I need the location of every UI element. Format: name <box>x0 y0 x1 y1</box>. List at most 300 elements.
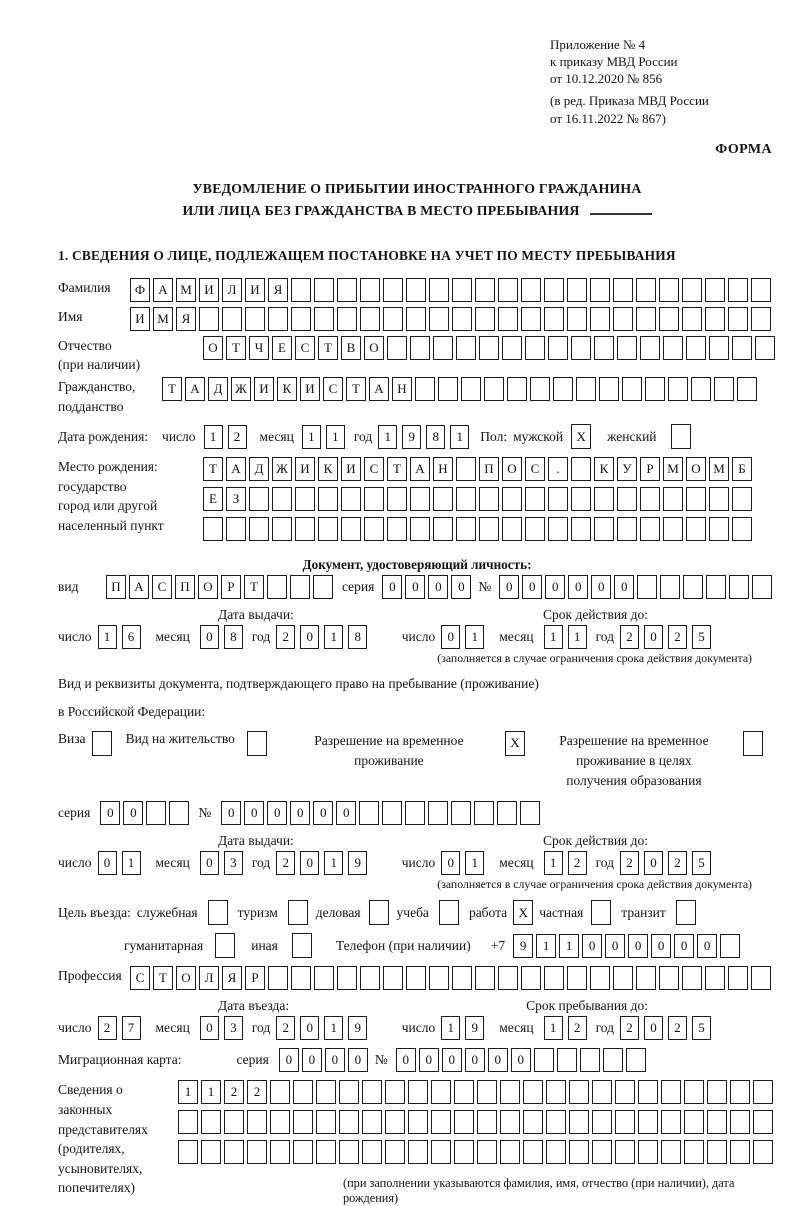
doc-series-input[interactable] <box>382 575 474 599</box>
char-cell[interactable]: Я <box>222 966 242 990</box>
char-cell[interactable] <box>360 278 380 302</box>
char-cell[interactable] <box>410 487 430 511</box>
char-cell[interactable]: Т <box>203 457 223 481</box>
char-cell[interactable]: 0 <box>267 801 287 825</box>
char-cell[interactable] <box>660 575 680 599</box>
char-cell[interactable] <box>753 1110 773 1134</box>
char-cell[interactable]: П <box>175 575 195 599</box>
char-cell[interactable]: О <box>176 966 196 990</box>
char-cell[interactable] <box>544 278 564 302</box>
char-cell[interactable]: И <box>295 457 315 481</box>
char-cell[interactable] <box>592 1140 612 1164</box>
char-cell[interactable]: 0 <box>428 575 448 599</box>
char-cell[interactable] <box>682 278 702 302</box>
char-cell[interactable] <box>732 336 752 360</box>
char-cell[interactable] <box>456 487 476 511</box>
char-cell[interactable] <box>709 487 729 511</box>
char-cell[interactable] <box>178 1140 198 1164</box>
char-cell[interactable]: С <box>130 966 150 990</box>
char-cell[interactable]: Н <box>433 457 453 481</box>
char-cell[interactable] <box>178 1110 198 1134</box>
char-cell[interactable] <box>544 966 564 990</box>
char-cell[interactable]: 0 <box>300 625 319 649</box>
char-cell[interactable]: З <box>226 487 246 511</box>
char-cell[interactable] <box>730 1080 750 1104</box>
char-cell[interactable] <box>475 307 495 331</box>
char-cell[interactable]: Т <box>318 336 338 360</box>
char-cell[interactable]: А <box>185 377 205 401</box>
char-cell[interactable]: 0 <box>605 934 625 958</box>
char-cell[interactable] <box>341 517 361 541</box>
char-cell[interactable] <box>454 1080 474 1104</box>
char-cell[interactable]: 5 <box>692 625 711 649</box>
char-cell[interactable]: Т <box>244 575 264 599</box>
char-cell[interactable]: 1 <box>201 1080 221 1104</box>
doc-issue-day-input[interactable] <box>98 625 146 649</box>
char-cell[interactable] <box>318 487 338 511</box>
char-cell[interactable] <box>534 1048 554 1072</box>
char-cell[interactable] <box>569 1080 589 1104</box>
char-cell[interactable]: 0 <box>279 1048 299 1072</box>
char-cell[interactable] <box>737 377 757 401</box>
char-cell[interactable] <box>222 307 242 331</box>
char-cell[interactable] <box>337 307 357 331</box>
char-cell[interactable] <box>557 1048 577 1072</box>
char-cell[interactable] <box>571 517 591 541</box>
char-cell[interactable]: А <box>153 278 173 302</box>
char-cell[interactable] <box>636 278 656 302</box>
char-cell[interactable] <box>663 336 683 360</box>
char-cell[interactable] <box>498 278 518 302</box>
char-cell[interactable] <box>479 487 499 511</box>
char-cell[interactable] <box>686 517 706 541</box>
char-cell[interactable] <box>341 487 361 511</box>
char-cell[interactable] <box>636 307 656 331</box>
stay-until-year-input[interactable] <box>620 1016 716 1040</box>
char-cell[interactable] <box>546 1080 566 1104</box>
char-cell[interactable]: К <box>277 377 297 401</box>
char-cell[interactable] <box>359 801 379 825</box>
char-cell[interactable] <box>203 517 223 541</box>
char-cell[interactable] <box>592 1080 612 1104</box>
char-cell[interactable]: И <box>341 457 361 481</box>
char-cell[interactable] <box>479 336 499 360</box>
char-cell[interactable]: 0 <box>651 934 671 958</box>
char-cell[interactable] <box>615 1140 635 1164</box>
char-cell[interactable] <box>477 1110 497 1134</box>
char-cell[interactable]: 1 <box>324 1016 343 1040</box>
char-cell[interactable] <box>415 377 435 401</box>
char-cell[interactable] <box>638 1080 658 1104</box>
char-cell[interactable]: О <box>364 336 384 360</box>
char-cell[interactable]: 1 <box>204 425 223 449</box>
char-cell[interactable]: Е <box>203 487 223 511</box>
char-cell[interactable] <box>475 966 495 990</box>
char-cell[interactable] <box>454 1110 474 1134</box>
char-cell[interactable]: Р <box>245 966 265 990</box>
char-cell[interactable]: Ф <box>130 278 150 302</box>
char-cell[interactable] <box>755 336 775 360</box>
char-cell[interactable] <box>475 278 495 302</box>
char-cell[interactable]: И <box>199 278 219 302</box>
char-cell[interactable] <box>291 307 311 331</box>
char-cell[interactable]: 0 <box>545 575 565 599</box>
char-cell[interactable]: С <box>152 575 172 599</box>
char-cell[interactable] <box>617 487 637 511</box>
char-cell[interactable] <box>638 1110 658 1134</box>
char-cell[interactable] <box>707 1080 727 1104</box>
char-cell[interactable] <box>456 457 476 481</box>
char-cell[interactable] <box>592 1110 612 1134</box>
char-cell[interactable] <box>525 517 545 541</box>
doc-valid-year-input[interactable] <box>620 625 716 649</box>
char-cell[interactable]: Т <box>153 966 173 990</box>
char-cell[interactable] <box>456 336 476 360</box>
char-cell[interactable] <box>270 1140 290 1164</box>
char-cell[interactable]: 1 <box>122 851 141 875</box>
char-cell[interactable] <box>622 377 642 401</box>
char-cell[interactable] <box>224 1110 244 1134</box>
char-cell[interactable] <box>520 801 540 825</box>
char-cell[interactable]: С <box>525 457 545 481</box>
char-cell[interactable] <box>477 1080 497 1104</box>
char-cell[interactable]: 1 <box>465 625 484 649</box>
char-cell[interactable] <box>617 336 637 360</box>
char-cell[interactable] <box>477 1140 497 1164</box>
char-cell[interactable]: 0 <box>348 1048 368 1072</box>
char-cell[interactable] <box>594 487 614 511</box>
char-cell[interactable]: 1 <box>324 625 343 649</box>
stay-doc-issue-month-input[interactable] <box>200 851 248 875</box>
purpose-private-checkbox[interactable] <box>591 900 611 925</box>
char-cell[interactable] <box>732 517 752 541</box>
char-cell[interactable] <box>406 307 426 331</box>
char-cell[interactable]: С <box>364 457 384 481</box>
char-cell[interactable] <box>637 575 657 599</box>
char-cell[interactable]: 0 <box>302 1048 322 1072</box>
char-cell[interactable] <box>571 336 591 360</box>
char-cell[interactable]: 1 <box>536 934 556 958</box>
char-cell[interactable] <box>428 801 448 825</box>
char-cell[interactable] <box>429 966 449 990</box>
char-cell[interactable]: С <box>323 377 343 401</box>
temp-residence-edu-checkbox[interactable] <box>743 731 763 756</box>
char-cell[interactable] <box>408 1110 428 1134</box>
char-cell[interactable] <box>267 575 287 599</box>
char-cell[interactable] <box>431 1140 451 1164</box>
char-cell[interactable] <box>431 1080 451 1104</box>
char-cell[interactable] <box>663 487 683 511</box>
char-cell[interactable] <box>569 1110 589 1134</box>
char-cell[interactable]: 1 <box>559 934 579 958</box>
char-cell[interactable] <box>705 278 725 302</box>
char-cell[interactable] <box>383 966 403 990</box>
char-cell[interactable]: 0 <box>405 575 425 599</box>
char-cell[interactable] <box>732 487 752 511</box>
char-cell[interactable]: 1 <box>568 625 587 649</box>
char-cell[interactable] <box>728 278 748 302</box>
char-cell[interactable]: 0 <box>290 801 310 825</box>
char-cell[interactable]: 3 <box>224 851 243 875</box>
char-cell[interactable]: 1 <box>465 851 484 875</box>
birthplace-input-row2[interactable] <box>203 487 755 511</box>
char-cell[interactable] <box>362 1140 382 1164</box>
char-cell[interactable]: В <box>341 336 361 360</box>
char-cell[interactable]: Л <box>199 966 219 990</box>
char-cell[interactable] <box>316 1110 336 1134</box>
char-cell[interactable] <box>571 457 591 481</box>
char-cell[interactable]: А <box>410 457 430 481</box>
char-cell[interactable] <box>314 966 334 990</box>
char-cell[interactable]: 0 <box>628 934 648 958</box>
char-cell[interactable]: 0 <box>200 851 219 875</box>
char-cell[interactable] <box>500 1140 520 1164</box>
char-cell[interactable]: И <box>300 377 320 401</box>
char-cell[interactable]: 1 <box>178 1080 198 1104</box>
char-cell[interactable] <box>546 1140 566 1164</box>
char-cell[interactable] <box>360 307 380 331</box>
stay-doc-number-input[interactable] <box>221 801 543 825</box>
char-cell[interactable] <box>454 1140 474 1164</box>
char-cell[interactable] <box>663 517 683 541</box>
char-cell[interactable]: 0 <box>300 1016 319 1040</box>
char-cell[interactable] <box>295 517 315 541</box>
char-cell[interactable] <box>484 377 504 401</box>
char-cell[interactable]: 5 <box>692 1016 711 1040</box>
char-cell[interactable] <box>684 1110 704 1134</box>
char-cell[interactable]: 2 <box>668 1016 687 1040</box>
char-cell[interactable] <box>668 377 688 401</box>
char-cell[interactable] <box>293 1110 313 1134</box>
char-cell[interactable] <box>615 1080 635 1104</box>
char-cell[interactable] <box>291 278 311 302</box>
name-input[interactable] <box>130 307 774 331</box>
char-cell[interactable]: М <box>663 457 683 481</box>
char-cell[interactable] <box>339 1080 359 1104</box>
doc-number-input[interactable] <box>499 575 775 599</box>
char-cell[interactable] <box>201 1110 221 1134</box>
char-cell[interactable] <box>452 966 472 990</box>
char-cell[interactable]: 2 <box>276 1016 295 1040</box>
stay-until-month-input[interactable] <box>544 1016 592 1040</box>
char-cell[interactable] <box>201 1140 221 1164</box>
char-cell[interactable] <box>640 517 660 541</box>
char-cell[interactable] <box>751 307 771 331</box>
char-cell[interactable] <box>523 1140 543 1164</box>
birthplace-input-row1[interactable] <box>203 457 755 481</box>
purpose-business-checkbox[interactable] <box>369 900 389 925</box>
char-cell[interactable] <box>661 1080 681 1104</box>
char-cell[interactable] <box>728 307 748 331</box>
char-cell[interactable] <box>691 377 711 401</box>
char-cell[interactable] <box>603 1048 623 1072</box>
char-cell[interactable] <box>291 966 311 990</box>
char-cell[interactable]: 1 <box>544 625 563 649</box>
char-cell[interactable] <box>705 966 725 990</box>
char-cell[interactable] <box>461 377 481 401</box>
phone-input[interactable] <box>513 934 743 958</box>
char-cell[interactable] <box>684 1140 704 1164</box>
char-cell[interactable]: И <box>130 307 150 331</box>
char-cell[interactable] <box>730 1110 750 1134</box>
char-cell[interactable]: 0 <box>325 1048 345 1072</box>
char-cell[interactable]: 2 <box>224 1080 244 1104</box>
char-cell[interactable]: Ж <box>272 457 292 481</box>
char-cell[interactable]: 2 <box>276 625 295 649</box>
char-cell[interactable]: Л <box>222 278 242 302</box>
char-cell[interactable]: 1 <box>450 425 469 449</box>
char-cell[interactable]: 1 <box>324 851 343 875</box>
char-cell[interactable] <box>548 487 568 511</box>
residence-permit-checkbox[interactable] <box>247 731 267 756</box>
char-cell[interactable] <box>682 307 702 331</box>
char-cell[interactable] <box>169 801 189 825</box>
char-cell[interactable] <box>594 517 614 541</box>
char-cell[interactable]: Д <box>208 377 228 401</box>
char-cell[interactable]: Т <box>162 377 182 401</box>
char-cell[interactable] <box>580 1048 600 1072</box>
char-cell[interactable]: 0 <box>451 575 471 599</box>
char-cell[interactable] <box>247 1110 267 1134</box>
char-cell[interactable]: 0 <box>568 575 588 599</box>
char-cell[interactable] <box>753 1140 773 1164</box>
char-cell[interactable] <box>362 1110 382 1134</box>
visa-checkbox[interactable] <box>92 731 112 756</box>
char-cell[interactable] <box>594 336 614 360</box>
char-cell[interactable] <box>406 966 426 990</box>
char-cell[interactable] <box>613 307 633 331</box>
stay-doc-valid-year-input[interactable] <box>620 851 716 875</box>
char-cell[interactable] <box>385 1140 405 1164</box>
purpose-official-checkbox[interactable] <box>208 900 228 925</box>
char-cell[interactable] <box>590 278 610 302</box>
char-cell[interactable] <box>314 307 334 331</box>
stay-doc-issue-day-input[interactable] <box>98 851 146 875</box>
char-cell[interactable] <box>613 966 633 990</box>
char-cell[interactable] <box>638 1140 658 1164</box>
char-cell[interactable]: И <box>245 278 265 302</box>
char-cell[interactable] <box>707 1140 727 1164</box>
representatives-input-row1[interactable] <box>178 1080 776 1104</box>
char-cell[interactable]: Д <box>249 457 269 481</box>
char-cell[interactable]: 1 <box>326 425 345 449</box>
migration-card-series-input[interactable] <box>279 1048 371 1072</box>
char-cell[interactable] <box>438 377 458 401</box>
char-cell[interactable] <box>456 517 476 541</box>
char-cell[interactable] <box>146 801 166 825</box>
char-cell[interactable]: 0 <box>123 801 143 825</box>
char-cell[interactable] <box>387 517 407 541</box>
char-cell[interactable]: К <box>594 457 614 481</box>
char-cell[interactable] <box>318 517 338 541</box>
char-cell[interactable] <box>686 487 706 511</box>
char-cell[interactable] <box>431 1110 451 1134</box>
char-cell[interactable]: Т <box>226 336 246 360</box>
char-cell[interactable]: А <box>369 377 389 401</box>
char-cell[interactable] <box>636 966 656 990</box>
char-cell[interactable] <box>362 1080 382 1104</box>
char-cell[interactable] <box>753 1080 773 1104</box>
char-cell[interactable]: 5 <box>692 851 711 875</box>
char-cell[interactable] <box>405 801 425 825</box>
char-cell[interactable] <box>339 1110 359 1134</box>
char-cell[interactable] <box>751 278 771 302</box>
char-cell[interactable]: 0 <box>221 801 241 825</box>
char-cell[interactable] <box>406 278 426 302</box>
char-cell[interactable] <box>502 517 522 541</box>
char-cell[interactable]: 0 <box>614 575 634 599</box>
char-cell[interactable]: 0 <box>644 851 663 875</box>
temp-residence-checkbox[interactable]: X <box>505 731 525 756</box>
char-cell[interactable]: 8 <box>426 425 445 449</box>
char-cell[interactable] <box>498 307 518 331</box>
char-cell[interactable] <box>521 307 541 331</box>
char-cell[interactable] <box>617 517 637 541</box>
char-cell[interactable]: Т <box>346 377 366 401</box>
char-cell[interactable] <box>661 1140 681 1164</box>
sex-female-checkbox[interactable] <box>671 424 691 449</box>
char-cell[interactable]: Р <box>640 457 660 481</box>
char-cell[interactable] <box>640 487 660 511</box>
char-cell[interactable]: 2 <box>668 625 687 649</box>
char-cell[interactable] <box>659 966 679 990</box>
char-cell[interactable]: 2 <box>620 1016 639 1040</box>
char-cell[interactable] <box>567 278 587 302</box>
char-cell[interactable] <box>452 278 472 302</box>
purpose-work-checkbox[interactable]: X <box>513 900 533 925</box>
birth-year-input[interactable] <box>378 425 474 449</box>
char-cell[interactable]: 9 <box>465 1016 484 1040</box>
char-cell[interactable] <box>599 377 619 401</box>
char-cell[interactable] <box>500 1110 520 1134</box>
char-cell[interactable] <box>316 1080 336 1104</box>
char-cell[interactable] <box>410 517 430 541</box>
char-cell[interactable]: Е <box>272 336 292 360</box>
stay-doc-series-input[interactable] <box>100 801 192 825</box>
char-cell[interactable] <box>272 517 292 541</box>
doc-valid-month-input[interactable] <box>544 625 592 649</box>
char-cell[interactable] <box>525 336 545 360</box>
char-cell[interactable] <box>502 336 522 360</box>
char-cell[interactable] <box>590 966 610 990</box>
char-cell[interactable]: 1 <box>98 625 117 649</box>
char-cell[interactable] <box>364 487 384 511</box>
char-cell[interactable]: 0 <box>591 575 611 599</box>
char-cell[interactable] <box>571 487 591 511</box>
char-cell[interactable] <box>523 1080 543 1104</box>
char-cell[interactable]: 9 <box>513 934 533 958</box>
char-cell[interactable] <box>729 575 749 599</box>
char-cell[interactable]: 6 <box>122 625 141 649</box>
migration-card-number-input[interactable] <box>396 1048 649 1072</box>
char-cell[interactable]: 0 <box>697 934 717 958</box>
char-cell[interactable]: 0 <box>313 801 333 825</box>
char-cell[interactable] <box>751 966 771 990</box>
char-cell[interactable]: 2 <box>620 851 639 875</box>
char-cell[interactable] <box>682 966 702 990</box>
char-cell[interactable] <box>268 966 288 990</box>
char-cell[interactable]: А <box>226 457 246 481</box>
char-cell[interactable] <box>546 1110 566 1134</box>
char-cell[interactable]: О <box>502 457 522 481</box>
char-cell[interactable] <box>709 517 729 541</box>
char-cell[interactable] <box>553 377 573 401</box>
char-cell[interactable]: 0 <box>644 1016 663 1040</box>
char-cell[interactable] <box>339 1140 359 1164</box>
stay-doc-valid-month-input[interactable] <box>544 851 592 875</box>
char-cell[interactable] <box>752 575 772 599</box>
char-cell[interactable]: 0 <box>396 1048 416 1072</box>
